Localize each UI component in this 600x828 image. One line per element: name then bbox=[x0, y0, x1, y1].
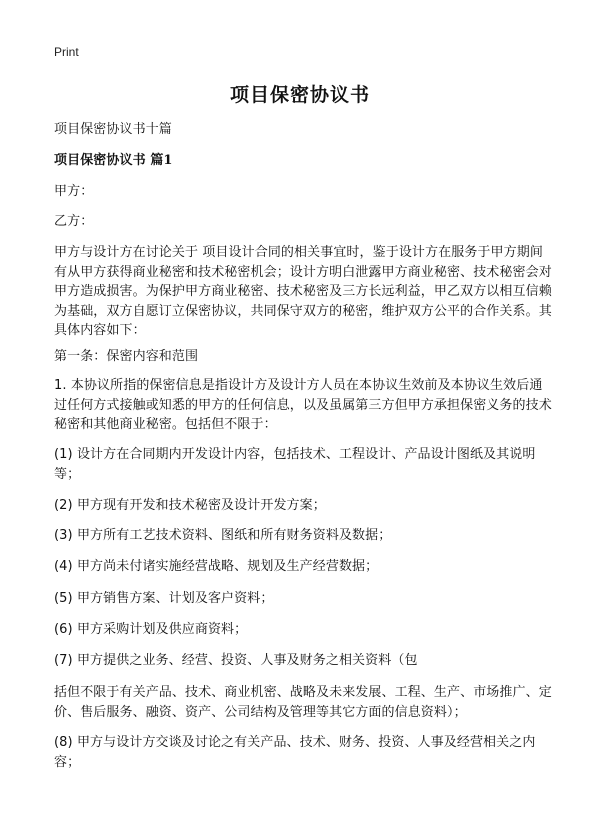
list-item: (2) 甲方现有开发和技术秘密及设计开发方案； bbox=[54, 498, 326, 513]
list-item: (8) 甲方与设计方交谈及讨论之有关产品、技术、财务、投资、人事及经营相关之内容； bbox=[54, 735, 536, 770]
list-item-continuation: 括但不限于有关产品、技术、商业机密、战略及未来发展、工程、生产、市场推广、定价、售后服务、融资、资产、公司结构及管理等其它方面的信息资料）； bbox=[54, 685, 552, 720]
clause-1-paragraph: 1. 本协议所指的保密信息是指设计方及设计方人员在本协议生效前及本协议生效后通过任何方式接触或知悉的甲方的任何信息，以及虽属第三方但甲方承担保密义务的技术秘密和其他商业秘密。包括但不限于： bbox=[54, 378, 552, 432]
section-heading: 项目保密协议书 篇1 bbox=[54, 153, 173, 168]
list-item: (5) 甲方销售方案、计划及客户资料； bbox=[54, 591, 274, 606]
list-item: (1) 设计方在合同期内开发设计内容，包括技术、工程设计、产品设计图纸及其说明等； bbox=[54, 447, 536, 482]
party-a-label: 甲方： bbox=[54, 184, 94, 199]
document-subtitle: 项目保密协议书十篇 bbox=[54, 122, 172, 137]
list-item: (3) 甲方所有工艺技术资料、图纸和所有财务资料及数据； bbox=[54, 528, 392, 543]
list-item: (7) 甲方提供之业务、经营、投资、人事及财务之相关资料（包 bbox=[54, 653, 418, 668]
print-link[interactable]: Print bbox=[54, 45, 79, 59]
article-one-heading: 第一条：保密内容和范围 bbox=[54, 349, 199, 364]
list-item: (6) 甲方采购计划及供应商资料； bbox=[54, 622, 248, 637]
document-title: 项目保密协议书 bbox=[229, 84, 370, 106]
list-item: (4) 甲方尚未付诸实施经营战略、规划及生产经营数据； bbox=[54, 559, 379, 574]
party-b-label: 乙方： bbox=[54, 214, 94, 229]
intro-paragraph: 甲方与设计方在讨论关于 项目设计合同的相关事宜时，鉴于设计方在服务于甲方期间有从甲方获得商业秘密和技术秘密机会；设计方明白泄露甲方商业秘密、技术秘密会对甲方造成损害。为保护甲方商业秘密、技术秘密及三方长远利益，甲乙双方以相互信赖为基础，双方自愿订立保密协议，共同保守双方的秘密，维护双方公平的合作关系。其具体内容如下： bbox=[54, 245, 552, 338]
